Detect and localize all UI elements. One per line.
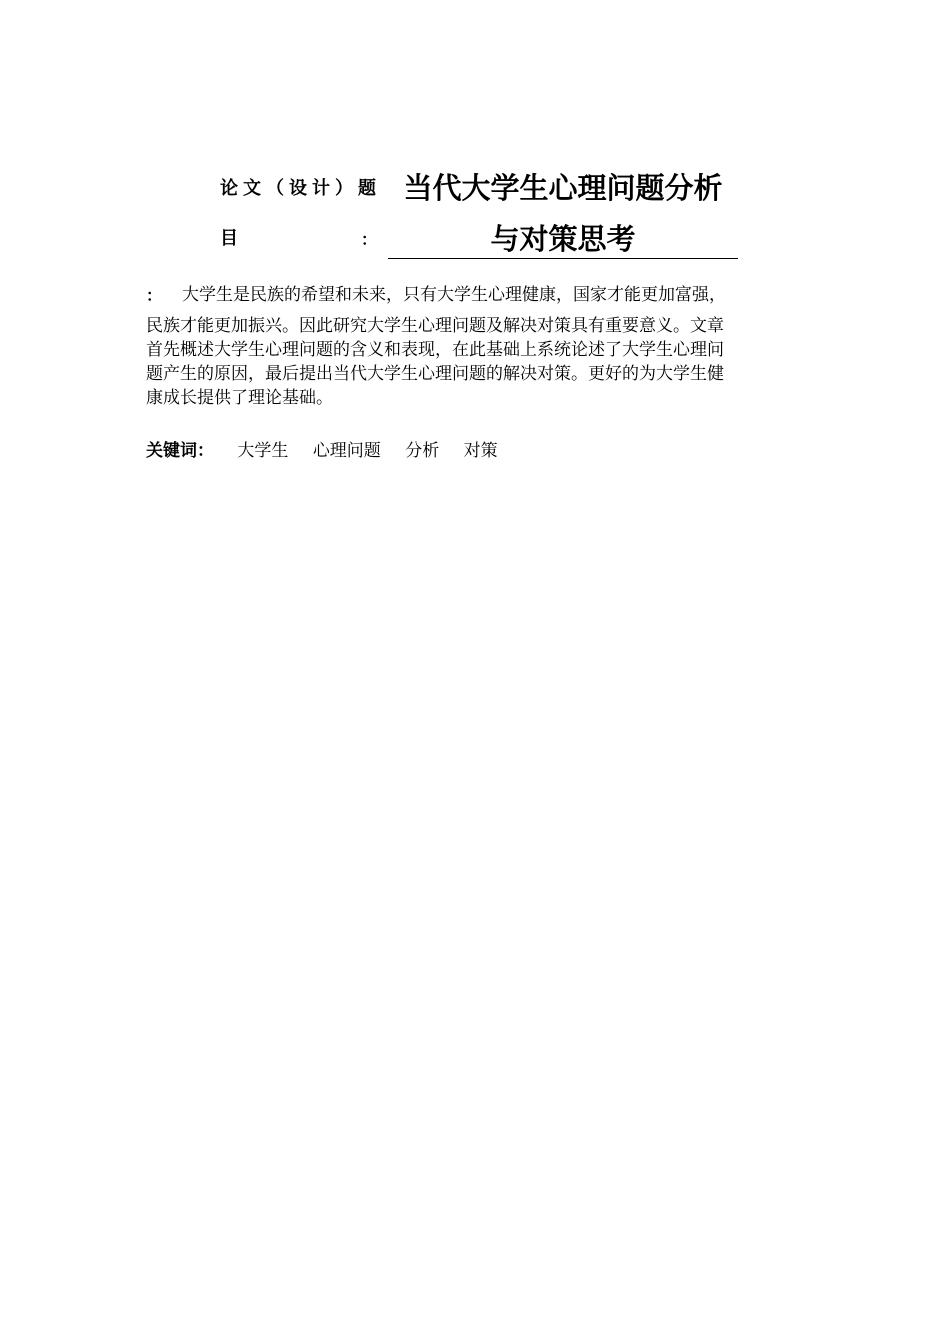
keyword-item: 分析	[405, 441, 440, 461]
keyword-item: 心理问题	[312, 441, 381, 461]
keywords-label: 关键词：	[146, 441, 214, 461]
abstract-line: 题产生的原因，最后提出当代大学生心理问题的解决对策。更好的为大学生健	[146, 364, 724, 384]
thesis-title-line2: 与对策思考	[490, 222, 636, 256]
thesis-title-line1: 当代大学生心理问题分析	[403, 171, 723, 205]
keyword-item: 大学生	[237, 441, 289, 461]
abstract-first-line: 大学生是民族的希望和未来，只有大学生心理健康，国家才能更加富强，	[182, 285, 726, 305]
keyword-item: 对策	[463, 441, 498, 461]
abstract-body	[146, 314, 808, 410]
abstract-marker: ：	[146, 286, 163, 305]
abstract-line: 民族才能更加振兴。因此研究大学生心理问题及解决对策具有重要意义。文章	[146, 316, 724, 336]
title-underline	[388, 258, 738, 259]
keywords-row	[146, 436, 517, 461]
abstract-line: 康成长提供了理论基础。	[146, 388, 333, 408]
title-label-line1: 论文（设计）题	[220, 178, 381, 199]
title-label-colon: ：	[361, 230, 378, 249]
abstract-line: 首先概述大学生心理问题的含义和表现，在此基础上系统论述了大学生心理问	[146, 340, 724, 360]
title-label-line2: 目	[220, 228, 238, 249]
